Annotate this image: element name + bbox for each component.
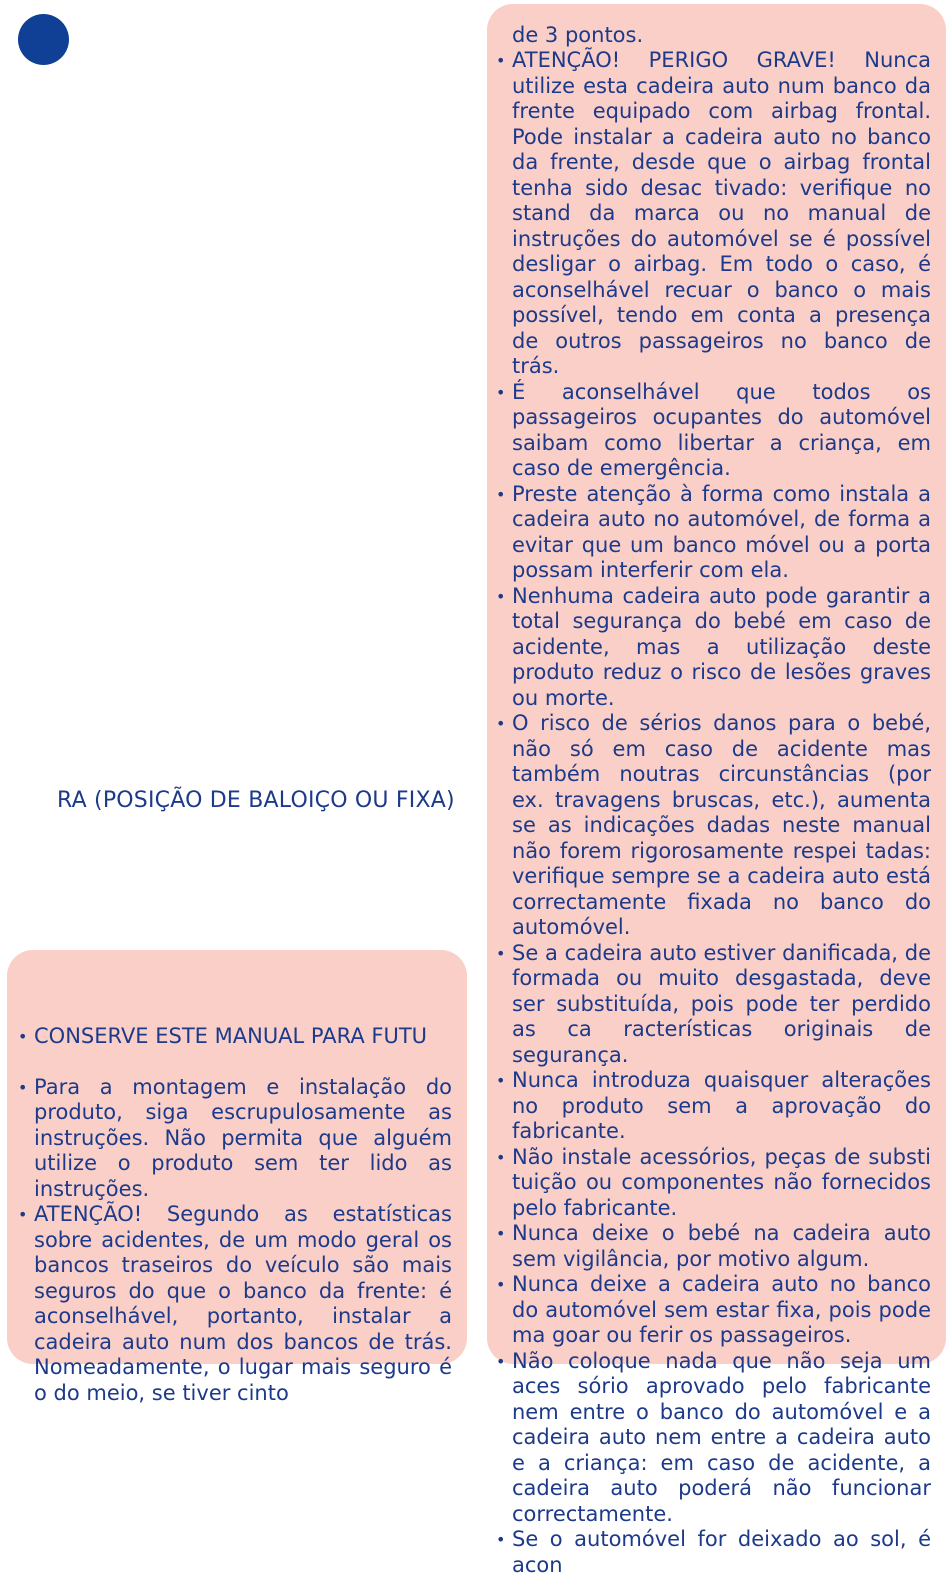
warning-item: • ATENÇÃO! PERIGO GRAVE! Nunca utilize esta cadeira auto num banco da frente equipado com airbag frontal. Pode instalar a cadeira auto no banco da frente, desde que o airbag frontal tenha sido desac tivado: verifique no stand da marca ou no manual de instruções do automóvel se é possível desligar o airbag. Em todo o caso, é aconselhável recuar o banco o mais possível, tendo em conta a presença de outros passageiros no banco de trás.	[494, 48, 931, 380]
warning-item: • CONSERVE ESTE MANUAL PARA FUTU	[16, 1024, 452, 1050]
warnings-list-left	[16, 1024, 452, 1406]
page-marker-dot	[18, 14, 69, 65]
section-subheading: RA (POSIÇÃO DE BALOIÇO OU FIXA)	[57, 788, 455, 813]
warnings-panel-right	[487, 4, 946, 1577]
warning-item: • Preste atenção à forma como instala a cadeira auto no automóvel, de forma a evitar que um banco móvel ou a porta possam interferir com ela.	[494, 482, 931, 584]
warnings-list-right	[494, 48, 931, 1578]
warning-item: • Se a cadeira auto estiver danificada, de formada ou muito desgastada, deve ser substituída, pois pode ter perdido as ca racterísticas originais de segurança.	[494, 941, 931, 1069]
warning-item: • Nunca introduza quaisquer alterações no produto sem a aprovação do fabricante.	[494, 1068, 931, 1145]
warning-item: • O risco de sérios danos para o bebé, não só em caso de acidente mas também noutras circunstâncias (por ex. travagens bruscas, etc.), aumenta se as indicações dadas neste manual não forem rigorosamente respei tadas: verifique sempre se a cadeira auto está correctamente fixada no banco do automóvel.	[494, 711, 931, 941]
warning-item: • Se o automóvel for deixado ao sol, é acon	[494, 1527, 931, 1578]
warning-item: • É aconselhável que todos os passageiros ocupantes do automóvel saibam como libertar a criança, em caso de emergência.	[494, 380, 931, 482]
warning-item: • Não instale acessórios, peças de substi tuição ou componentes não fornecidos pelo fabricante.	[494, 1145, 931, 1222]
warning-item: • Nenhuma cadeira auto pode garantir a total segurança do bebé em caso de acidente, mas a utilização deste produto reduz o risco de lesões graves ou morte.	[494, 584, 931, 712]
warning-item: • Nunca deixe o bebé na cadeira auto sem vigilância, por motivo algum.	[494, 1221, 931, 1272]
warnings-panel-left	[7, 950, 467, 1405]
warning-item: • Nunca deixe a cadeira auto no banco do automóvel sem estar fixa, pois pode ma goar ou ferir os passageiros.	[494, 1272, 931, 1349]
warning-item: • Não coloque nada que não seja um aces sório aprovado pelo fabricante nem entre o banco do automóvel e a cadeira auto nem entre a cadeira auto e a criança: em caso de acidente, a cadeira auto poderá não funcionar correctamente.	[494, 1349, 931, 1528]
warning-item: • Para a montagem e instalação do produto, siga escrupulosamente as instruções. Não permita que alguém utilize o produto sem ter lido as instruções.	[16, 1075, 452, 1203]
continued-text: de 3 pontos.	[512, 23, 644, 47]
warning-item: • ATENÇÃO! Segundo as estatísticas sobre acidentes, de um modo geral os bancos traseiros do veículo são mais seguros do que o banco da frente: é aconselhável, portanto, instalar a cadeira auto num dos bancos de trás. Nomeadamente, o lugar mais seguro é o do meio, se tiver cinto	[16, 1202, 452, 1406]
